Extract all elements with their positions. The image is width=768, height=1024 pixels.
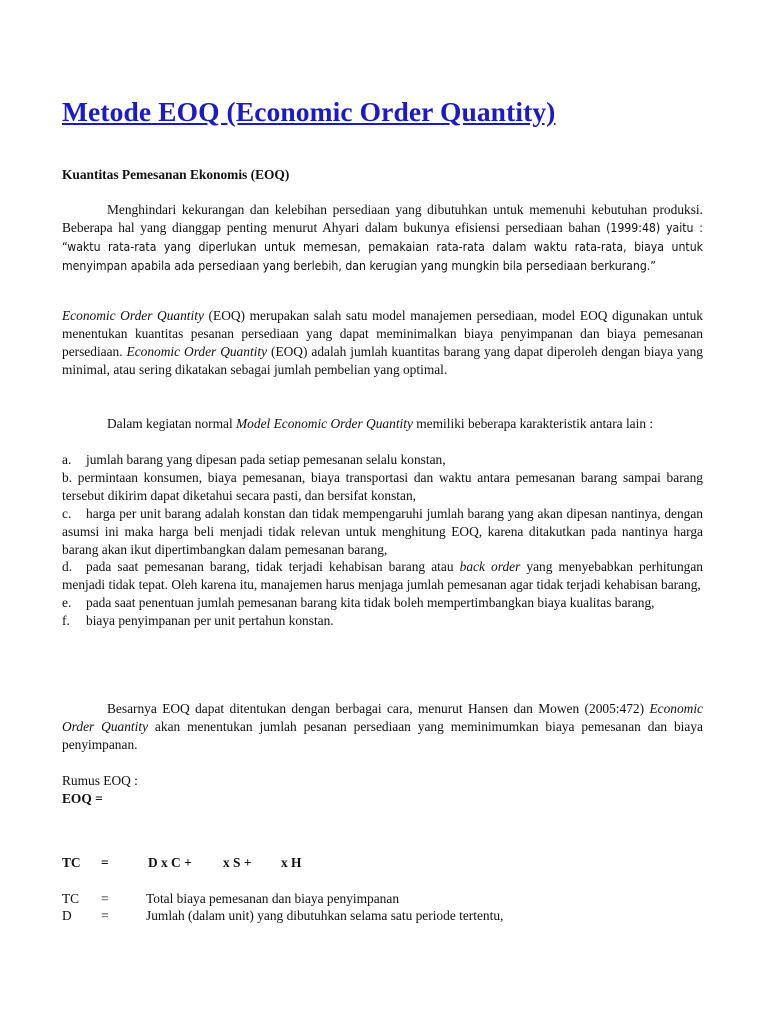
paragraph-3-term: Model Economic Order Quantity: [236, 416, 413, 431]
tc-term-xs: x S +: [223, 855, 252, 870]
list-item-f: [62, 612, 703, 630]
definition-equals: =: [101, 891, 109, 906]
paragraph-4-text-2: akan menentukan jumlah pesanan persediaan yang meminimumkan biaya pemesanan dan biaya penyimpanan.: [62, 718, 703, 752]
characteristics-list: [62, 451, 703, 630]
list-letter: b.: [62, 469, 73, 485]
list-text: jumlah barang yang dipesan pada setiap pemesanan selalu konstan,: [86, 452, 446, 467]
list-text: permintaan konsumen, biaya pemesanan, biaya transportasi dan waktu antara pemesanan barang sampai barang tersebut dikirim dapat diketahui secara pasti, dan bersifat konstan,: [62, 469, 703, 503]
tc-equals: =: [101, 855, 109, 870]
list-text: biaya penyimpanan per unit pertahun konstan.: [86, 613, 334, 629]
list-letter: a.: [62, 452, 72, 467]
section-heading: Kuantitas Pemesanan Ekonomis (EOQ): [62, 167, 290, 182]
list-text: harga per unit barang adalah konstan dan tidak mempengaruhi jumlah barang yang akan dipesan nantinya, dengan asumsi ini maka harga beli menjadi tidak relevan untuk menghitung EOQ, karena ditakutkan pada nantinya harga barang akan ikut dipertimbangkan dalam pemesanan barang,: [62, 505, 703, 557]
definition-text: Total biaya pemesanan dan biaya penyimpanan: [146, 891, 400, 906]
paragraph-3-text-2: memiliki beberapa karakteristik antara lain :: [412, 416, 654, 431]
tc-symbol: TC: [62, 855, 81, 870]
eoq-formula: EOQ =: [62, 791, 103, 806]
paragraph-3: [62, 415, 703, 433]
tc-formula: [62, 854, 322, 872]
list-letter: c.: [62, 505, 72, 521]
paragraph-1-quote: (1999:48) yaitu : “waktu rata-rata yang diperlukan untuk memesan, pemakaian rata-rata dalam waktu rata-rata, biaya untuk menyimpan apabila ada persediaan yang berlebih, dan kerugian yang mungkin bila persediaan berkurang.”: [62, 220, 703, 273]
list-item-e: [62, 594, 703, 612]
paragraph-3-text-1: Dalam kegiatan normal: [107, 416, 237, 431]
document-title[interactable]: Metode EOQ (Economic Order Quantity): [62, 96, 556, 127]
tc-term-xh: x H: [281, 855, 302, 870]
paragraph-4-term: Economic Order Quantity: [62, 701, 703, 734]
paragraph-2-text-1: (EOQ) merupakan salah satu model manajemen persediaan, model EOQ digunakan untuk menentukan kuantitas pesanan persediaan yang dapat meminimalkan biaya penyimpanan dan biaya pemesanan persediaan.: [62, 308, 703, 359]
list-item-c: [62, 505, 703, 559]
list-text-1: pada saat pemesanan barang, tidak terjadi kehabisan barang atau: [86, 559, 460, 575]
definition-symbol: D: [62, 908, 72, 923]
definition-symbol: TC: [62, 891, 80, 906]
paragraph-2: [62, 307, 703, 379]
definition-text: Jumlah (dalam unit) yang dibutuhkan selama satu periode tertentu,: [146, 908, 504, 923]
paragraph-1-text: Menghindari kekurangan dan kelebihan persediaan yang dibutuhkan untuk memenuhi kebutuhan produksi. Beberapa hal yang dianggap penting menurut Ahyari dalam bukunya efisiensi persediaan bahan: [62, 202, 703, 235]
formula-label: Rumus EOQ :: [62, 773, 138, 788]
paragraph-2-text-2: (EOQ) adalah jumlah kuantitas barang yang dapat diperoleh dengan biaya yang minimal, atau sering dikatakan sebagai jumlah pembelian yang optimal.: [62, 343, 703, 377]
list-text-2: yang menyebabkan perhitungan menjadi tidak tepat. Oleh karena itu, manajemen harus menjaga jumlah pemesanan agar tidak terjadi kehabisan barang,: [62, 559, 703, 593]
list-text: pada saat penentuan jumlah pemesanan barang kita tidak boleh mempertimbangkan biaya kualitas barang,: [86, 595, 655, 611]
paragraph-1: [62, 201, 703, 276]
list-letter: d.: [62, 559, 73, 575]
list-item-b: [62, 469, 703, 505]
list-letter: e.: [62, 595, 72, 611]
paragraph-2-term-2: Economic Order Quantity: [126, 343, 268, 359]
definition-row: [62, 907, 703, 925]
list-item-d: [62, 558, 703, 594]
definition-equals: =: [101, 908, 109, 923]
paragraph-4-text-1: Besarnya EOQ dapat ditentukan dengan berbagai cara, menurut Hansen dan Mowen (2005:472): [107, 701, 650, 716]
tc-term-dxc: D x C +: [148, 855, 192, 870]
definition-row: [62, 890, 703, 908]
list-item-a: [62, 451, 703, 469]
list-letter: f.: [62, 613, 70, 629]
paragraph-2-term: Economic Order Quantity: [62, 308, 204, 323]
paragraph-4: [62, 700, 703, 754]
list-term: back order: [459, 559, 521, 575]
